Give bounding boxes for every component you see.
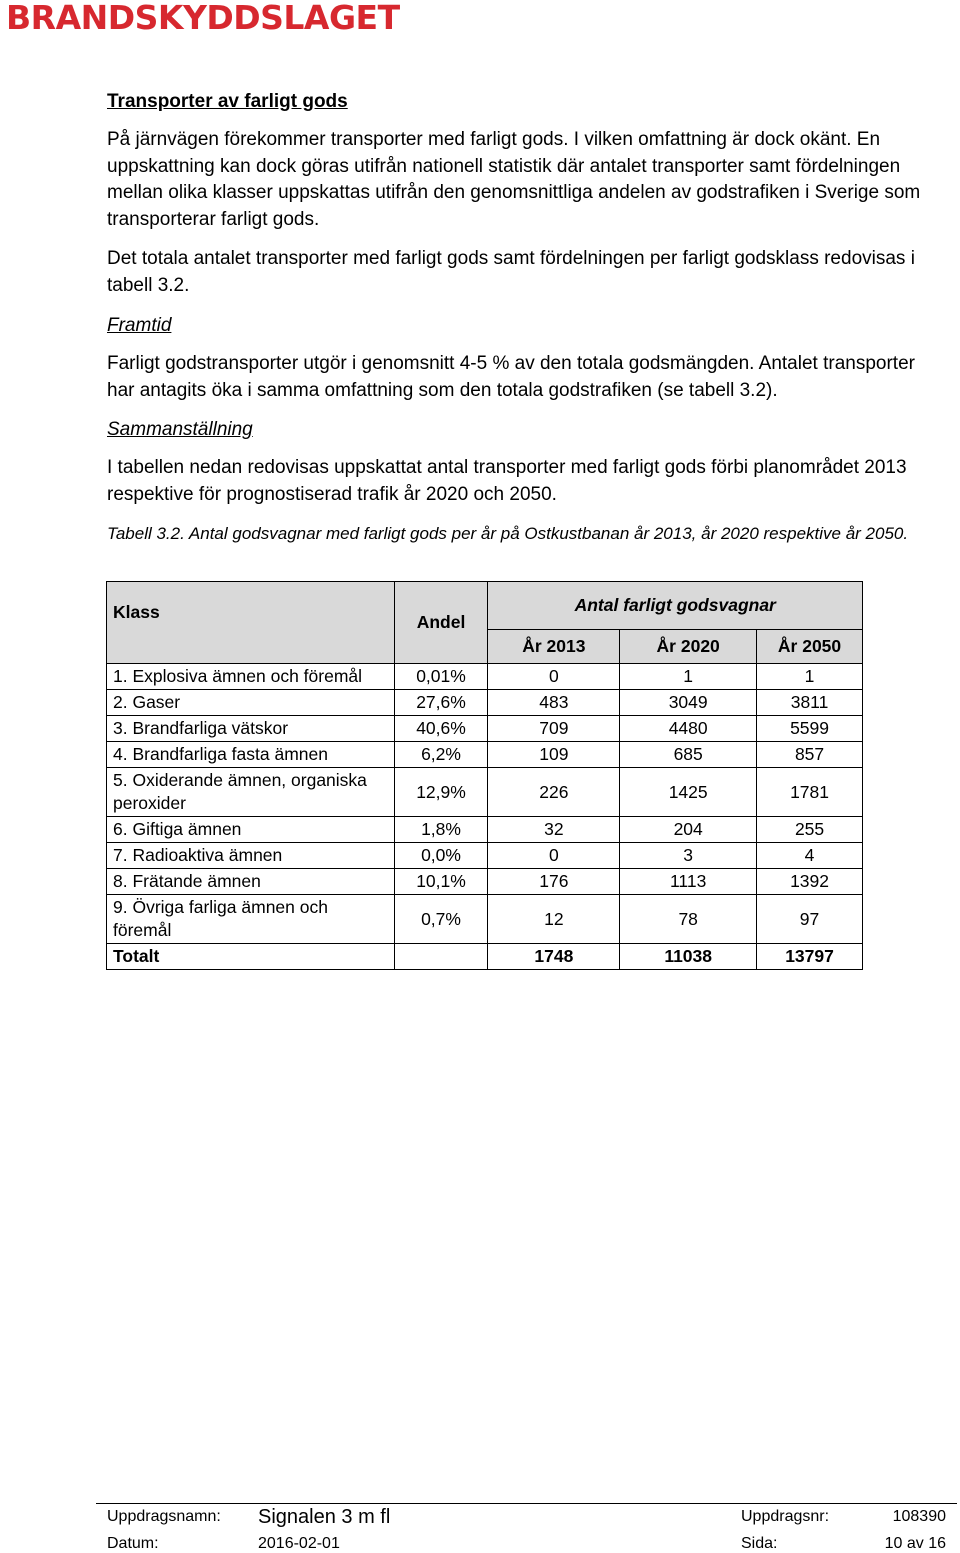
cell-andel: 12,9% bbox=[394, 768, 488, 817]
total-2013: 1748 bbox=[488, 944, 620, 970]
header-year-2013: År 2013 bbox=[488, 630, 620, 664]
header-andel: Andel bbox=[394, 582, 488, 664]
table-row bbox=[107, 895, 863, 944]
cell-klass: 6. Giftiga ämnen bbox=[107, 817, 395, 843]
table-row bbox=[107, 869, 863, 895]
cell-y2: 1 bbox=[620, 664, 757, 690]
cell-klass: 9. Övriga farliga ämnen och föremål bbox=[107, 895, 395, 944]
cell-andel: 27,6% bbox=[394, 690, 488, 716]
cell-klass: 2. Gaser bbox=[107, 690, 395, 716]
paragraph-3: Farligt godstransporter utgör i genomsnitt 4-5 % av den totala godsmängden. Antalet transporter har antagits öka i samma omfattning som den totala godstrafiken (se tabell 3.2). bbox=[107, 353, 915, 401]
cell-y2: 78 bbox=[620, 895, 757, 944]
cell-andel: 1,8% bbox=[394, 817, 488, 843]
cell-andel: 6,2% bbox=[394, 742, 488, 768]
cell-y3: 3811 bbox=[757, 690, 863, 716]
cell-y3: 255 bbox=[757, 817, 863, 843]
cell-y1: 32 bbox=[488, 817, 620, 843]
footer-uppdragsnamn: Signalen 3 m fl bbox=[258, 1506, 391, 1528]
cell-andel: 40,6% bbox=[394, 716, 488, 742]
cell-andel: 10,1% bbox=[394, 869, 488, 895]
cell-y1: 0 bbox=[488, 843, 620, 869]
cell-y1: 12 bbox=[488, 895, 620, 944]
total-2050: 13797 bbox=[757, 944, 863, 970]
dangerous-goods-table bbox=[106, 581, 863, 970]
cell-y3: 1781 bbox=[757, 768, 863, 817]
table-row bbox=[107, 742, 863, 768]
footer-uppdragsnr-label: Uppdragsnr: bbox=[741, 1508, 830, 1525]
footer-uppdragsnr: 108390 bbox=[892, 1508, 946, 1525]
cell-y2: 4480 bbox=[620, 716, 757, 742]
table-row bbox=[107, 716, 863, 742]
footer-datum-label: Datum: bbox=[107, 1535, 159, 1552]
paragraph-2: Det totala antalet transporter med farligt gods samt fördelningen per farligt godsklass redovisas i tabell 3.2. bbox=[107, 248, 915, 296]
cell-y3: 1392 bbox=[757, 869, 863, 895]
cell-klass: 5. Oxiderande ämnen, organiska peroxider bbox=[107, 768, 395, 817]
cell-klass: 8. Frätande ämnen bbox=[107, 869, 395, 895]
page-footer bbox=[96, 1503, 957, 1552]
cell-y2: 685 bbox=[620, 742, 757, 768]
cell-klass: 3. Brandfarliga vätskor bbox=[107, 716, 395, 742]
cell-y1: 176 bbox=[488, 869, 620, 895]
cell-y1: 109 bbox=[488, 742, 620, 768]
cell-andel: 0,0% bbox=[394, 843, 488, 869]
paragraph-4: I tabellen nedan redovisas uppskattat antal transporter med farligt gods förbi planområdet 2013 respektive för prognostiserad trafik år 2020 och 2050. bbox=[107, 457, 907, 505]
total-andel bbox=[394, 944, 488, 970]
header-klass: Klass bbox=[107, 582, 395, 664]
cell-klass: 4. Brandfarliga fasta ämnen bbox=[107, 742, 395, 768]
cell-klass: 7. Radioaktiva ämnen bbox=[107, 843, 395, 869]
subheading-sammanstallning: Sammanställning bbox=[107, 419, 253, 440]
table-row bbox=[107, 843, 863, 869]
header-year-2050: År 2050 bbox=[757, 630, 863, 664]
cell-y1: 226 bbox=[488, 768, 620, 817]
cell-y1: 0 bbox=[488, 664, 620, 690]
cell-y2: 1425 bbox=[620, 768, 757, 817]
cell-y1: 483 bbox=[488, 690, 620, 716]
cell-y1: 709 bbox=[488, 716, 620, 742]
cell-y3: 1 bbox=[757, 664, 863, 690]
footer-sida-label: Sida: bbox=[741, 1535, 778, 1552]
table-row bbox=[107, 664, 863, 690]
cell-andel: 0,7% bbox=[394, 895, 488, 944]
footer-datum: 2016-02-01 bbox=[258, 1535, 340, 1552]
brand-logo: BRANDSKYDDSLAGET bbox=[6, 0, 400, 37]
paragraph-1: På järnvägen förekommer transporter med farligt gods. I vilken omfattning är dock okänt. En uppskattning kan dock göras utifrån nationell statistik där antalet transporter samt fördelningen mellan olika klasser uppskattas utifrån den genomsnittliga andelen av godstrafiken i Sverige som transporterar farligt gods. bbox=[107, 129, 921, 230]
table-row bbox=[107, 817, 863, 843]
footer-uppdragsnamn-label: Uppdragsnamn: bbox=[107, 1508, 221, 1525]
table-row bbox=[107, 768, 863, 817]
cell-klass: 1. Explosiva ämnen och föremål bbox=[107, 664, 395, 690]
table-caption: Tabell 3.2. Antal godsvagnar med farligt gods per år på Ostkustbanan år 2013, år 2020 respektive år 2050. bbox=[107, 524, 909, 543]
header-antal-godsvagnar: Antal farligt godsvagnar bbox=[488, 582, 863, 630]
cell-y3: 97 bbox=[757, 895, 863, 944]
cell-andel: 0,01% bbox=[394, 664, 488, 690]
cell-y2: 3049 bbox=[620, 690, 757, 716]
cell-y2: 204 bbox=[620, 817, 757, 843]
total-label: Totalt bbox=[107, 944, 395, 970]
section-title: Transporter av farligt gods bbox=[107, 91, 348, 112]
header-year-2020: År 2020 bbox=[620, 630, 757, 664]
cell-y2: 3 bbox=[620, 843, 757, 869]
cell-y3: 4 bbox=[757, 843, 863, 869]
cell-y2: 1113 bbox=[620, 869, 757, 895]
total-2020: 11038 bbox=[620, 944, 757, 970]
cell-y3: 5599 bbox=[757, 716, 863, 742]
table-row bbox=[107, 690, 863, 716]
subheading-framtid: Framtid bbox=[107, 315, 172, 336]
cell-y3: 857 bbox=[757, 742, 863, 768]
footer-sida: 10 av 16 bbox=[884, 1535, 946, 1552]
